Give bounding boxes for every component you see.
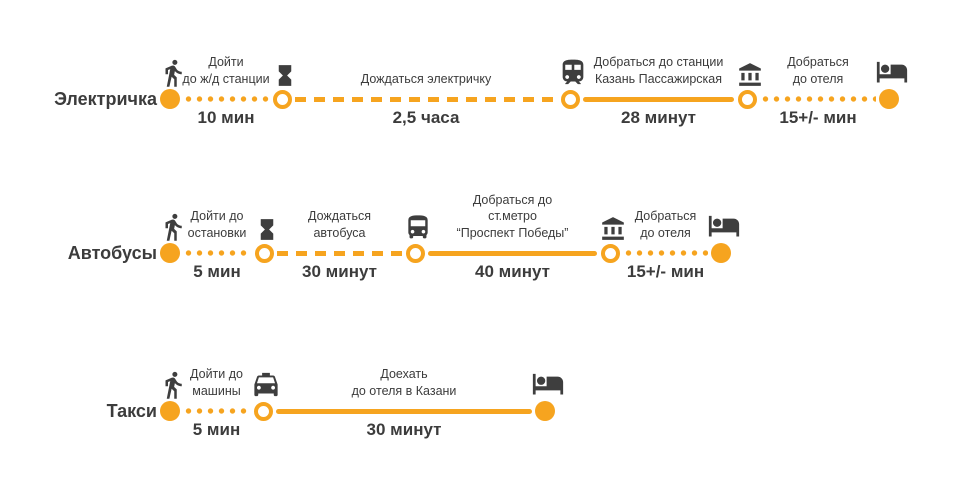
bus-icon: [404, 213, 433, 242]
bank-icon: [737, 62, 763, 88]
segment-line-dashed: [295, 97, 557, 102]
timeline-node: [254, 402, 273, 421]
walk-icon: [158, 212, 188, 242]
timeline-node: [255, 244, 274, 263]
duration-label: 5 мин: [192, 420, 241, 439]
timeline-node: [535, 401, 555, 421]
row-label: Автобусы: [67, 243, 157, 263]
step-label: [352, 366, 457, 399]
step-label-line: до ж/д станции: [182, 71, 270, 86]
row-label: Электричка: [54, 89, 157, 109]
bed-icon: [708, 209, 741, 242]
step-label: [457, 192, 569, 242]
timeline-node: [160, 243, 180, 263]
row-label: Такси: [106, 401, 157, 421]
step-label-line: Добраться до станции: [593, 55, 724, 69]
timeline-node: [601, 244, 620, 263]
duration-label: 28 минут: [621, 108, 696, 127]
hourglass-icon: [255, 217, 280, 242]
step-label: [787, 54, 849, 87]
step-label-line: Доехать: [380, 367, 428, 381]
step-label-line: Казань Пассажирская: [594, 71, 723, 86]
step-label: [594, 54, 724, 87]
duration-label: 30 минут: [302, 262, 377, 281]
segment-line-dotted: [183, 408, 250, 414]
walk-icon: [158, 58, 188, 88]
duration-label: 15+/- мин: [779, 108, 857, 127]
segment-line-solid: [583, 97, 734, 102]
segment-line-dotted: [623, 250, 708, 256]
step-label: [361, 71, 491, 88]
walk-icon: [158, 370, 188, 400]
timeline-node: [160, 89, 180, 109]
step-label-line: Добраться: [634, 209, 697, 223]
step-label-line: Дождаться электричку: [360, 71, 492, 86]
timeline-node: [711, 243, 731, 263]
step-label-line: до отеля: [792, 71, 844, 86]
timeline-node: [738, 90, 757, 109]
train-icon: [558, 57, 589, 88]
timeline-node: [561, 90, 580, 109]
step-label-line: до отеля в Казани: [351, 383, 457, 398]
taxi-icon: [251, 369, 282, 400]
duration-label: 30 минут: [366, 420, 442, 439]
step-label-line: остановки: [187, 225, 247, 240]
step-label: [188, 208, 247, 241]
step-label-line: машины: [192, 383, 241, 398]
step-label-line: Добраться до: [472, 192, 553, 207]
step-label-line: автобуса: [313, 225, 366, 240]
step-label-line: Дойти до: [190, 209, 244, 223]
step-label: [635, 208, 697, 241]
timeline-node: [406, 244, 425, 263]
step-label-line: “Проспект Победы”: [456, 225, 569, 240]
step-label-line: Добраться: [787, 55, 849, 69]
step-label: [308, 208, 371, 241]
step-label-line: до отеля: [640, 225, 691, 240]
segment-line-dashed: [277, 251, 402, 256]
step-label-line: Дойти: [208, 55, 244, 69]
segment-line-dotted: [183, 96, 269, 102]
step-label-line: Дойти до: [190, 367, 243, 381]
duration-label: 10 мин: [197, 108, 255, 127]
step-label-line: Дождаться: [307, 209, 372, 223]
segment-line-dotted: [183, 250, 251, 256]
segment-line-solid: [276, 409, 532, 414]
duration-label: 15+/- мин: [626, 262, 705, 281]
duration-label: 40 минут: [475, 262, 550, 281]
segment-line-solid: [428, 251, 597, 256]
bed-icon: [532, 367, 565, 400]
step-label-line: ст.метро: [488, 209, 537, 223]
hourglass-icon: [273, 63, 298, 88]
timeline-node: [273, 90, 292, 109]
segment-line-dotted: [760, 96, 876, 102]
duration-label: 5 мин: [193, 262, 241, 281]
step-label: [182, 54, 269, 87]
timeline-node: [160, 401, 180, 421]
timeline-node: [879, 89, 899, 109]
bank-icon: [600, 216, 626, 242]
bed-icon: [876, 55, 909, 88]
step-label: [190, 366, 243, 399]
duration-label: 2,5 часа: [392, 108, 460, 127]
